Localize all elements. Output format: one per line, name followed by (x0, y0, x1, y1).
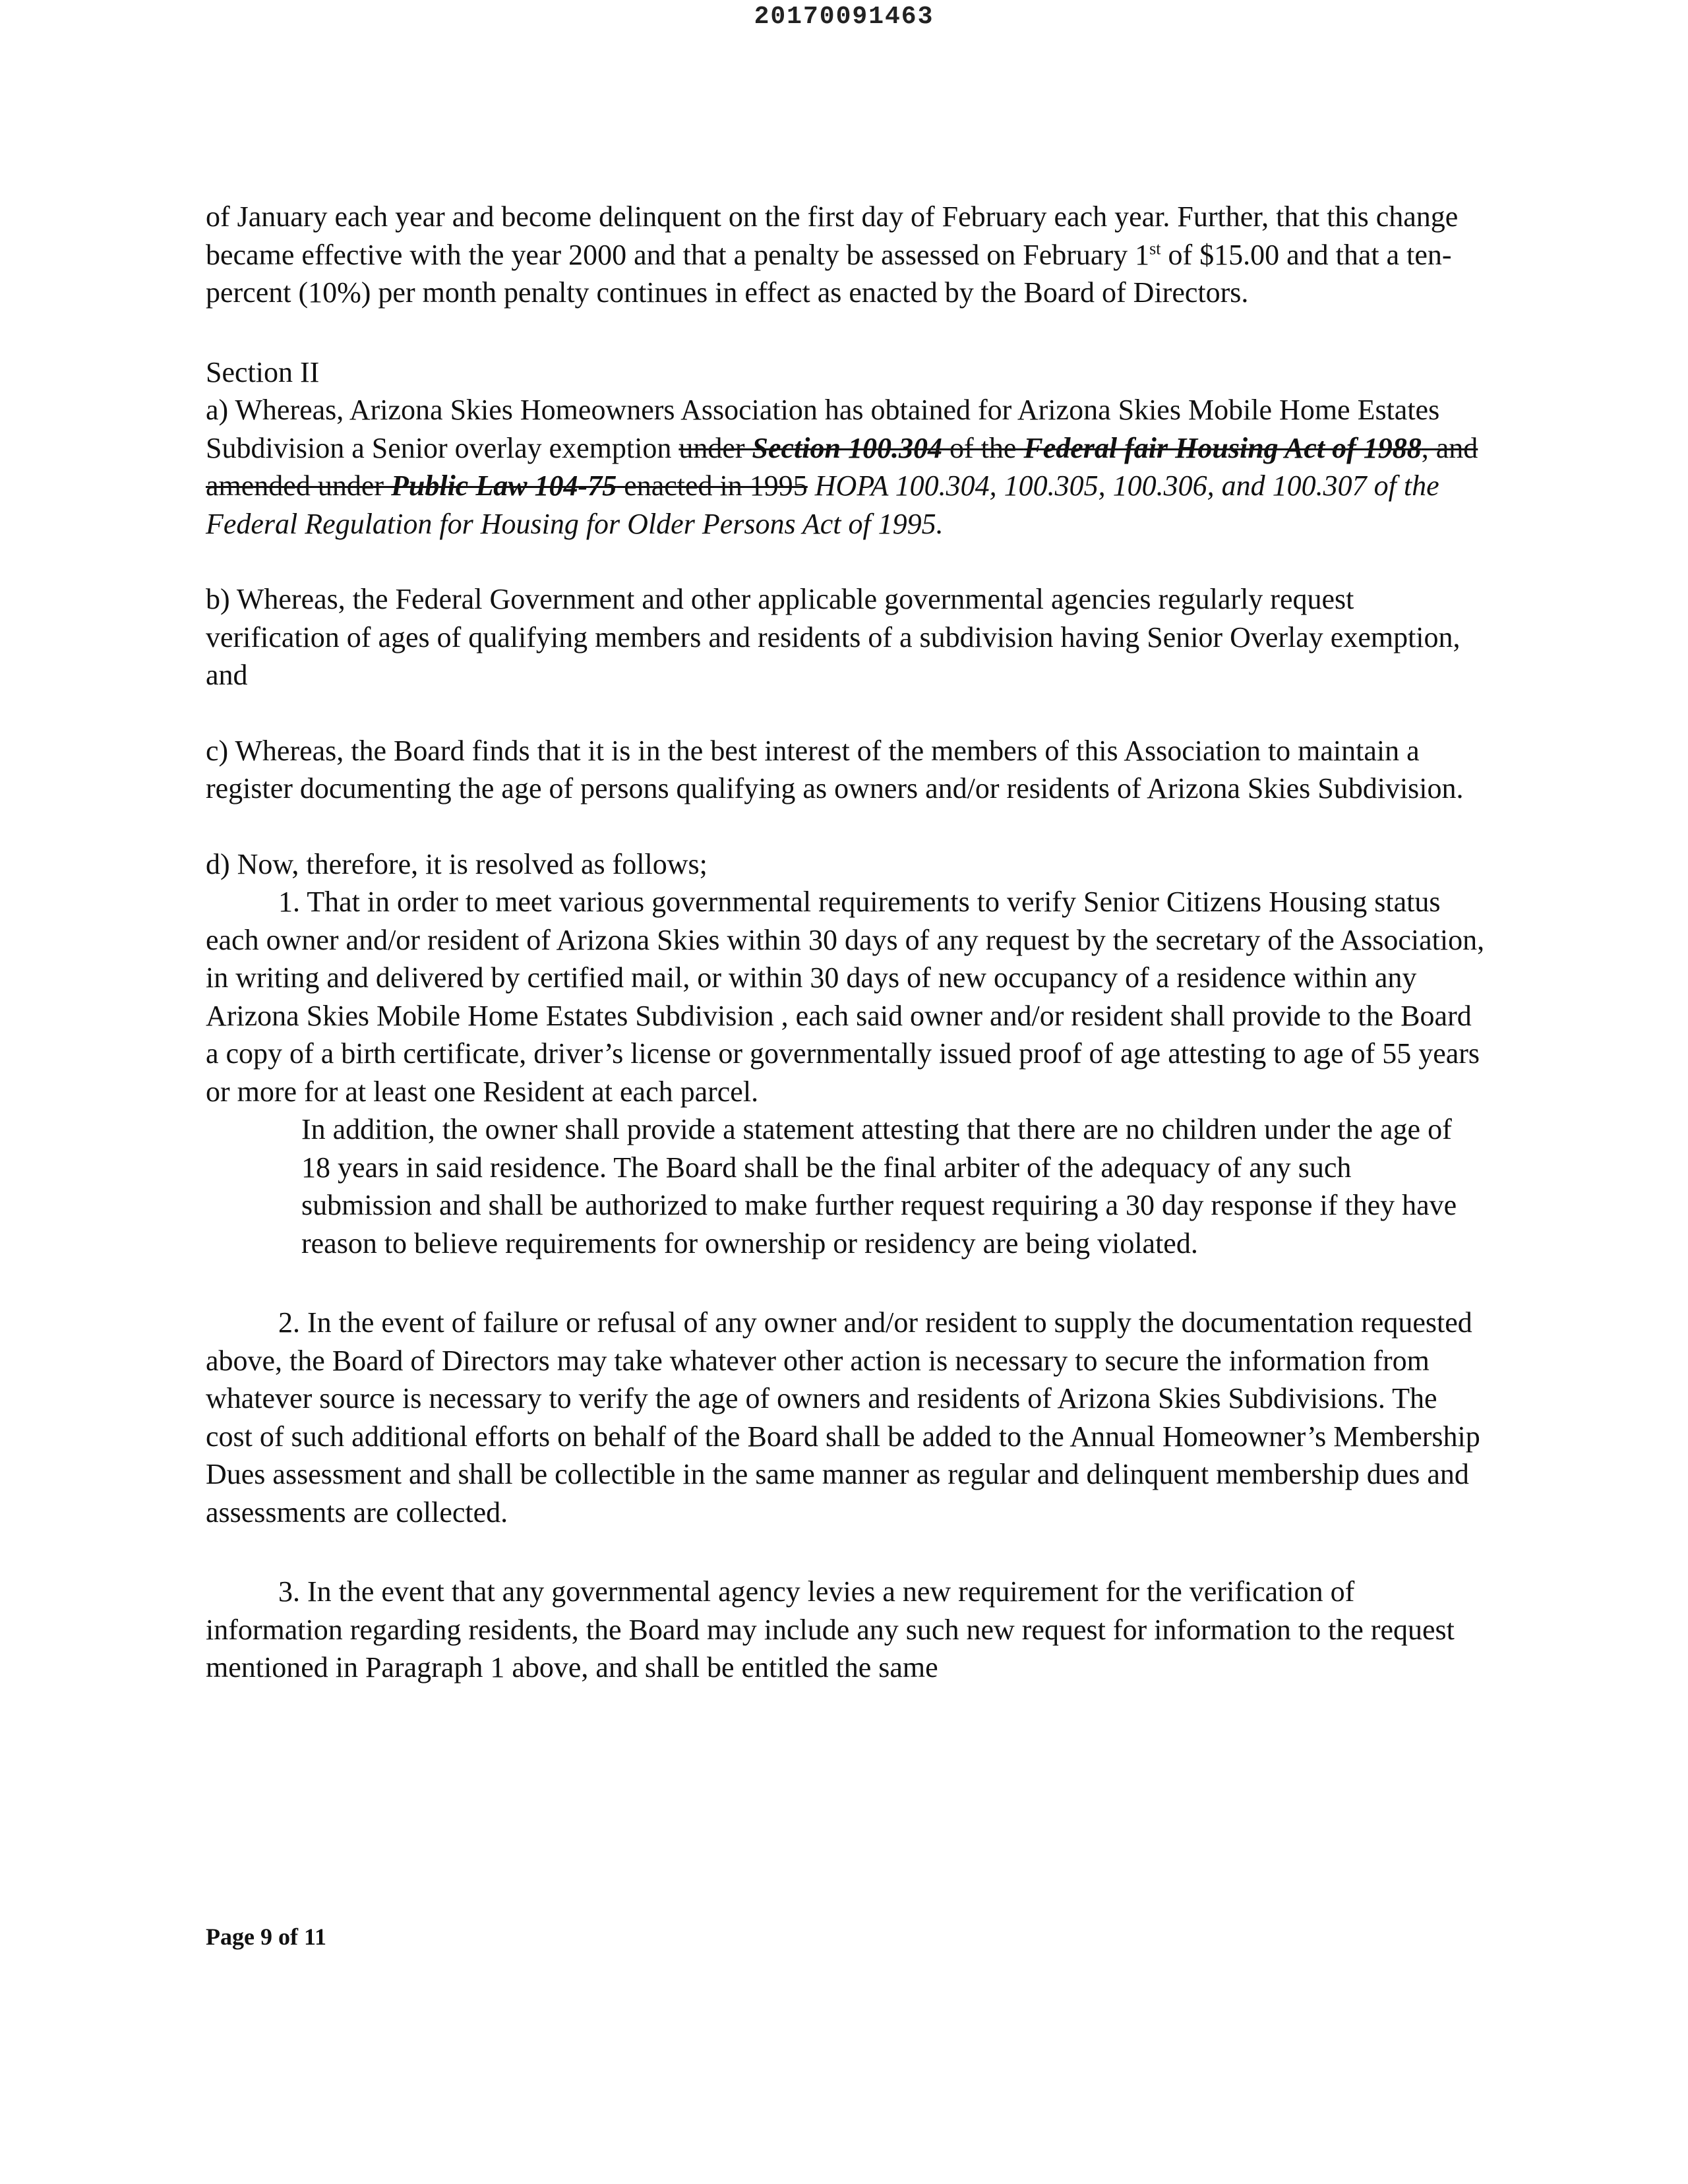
item-1: 1. That in order to meet various governmental requirements to verify Senior Citizens Housing status each owner and/or resident of Arizona Skies within 30 days of any request by the secretary of the Association, in writing and delivered by certified mail, or within 30 days of new occupancy of a residence within any Arizona Skies Mobile Home Estates Subdivision , each said owner and/or resident shall provide to the Board a copy of a birth certificate, driver’s license or governmentally issued proof of age attesting to age of 55 years or more for at least one Resident at each parcel. (206, 886, 1485, 1108)
item-1-addition: In addition, the owner shall provide a statement attesting that there are no children under the age of 18 years in said residence. The Board shall be the final arbiter of the adequacy of any such submission and shall be authorized to make further request requiring a 30 day response if they have reason to believe requirements for ownership or residency are being violated. (301, 1113, 1457, 1259)
clause-d: d) Now, therefore, it is resolved as follows; (206, 847, 708, 880)
clause-a-strikethrough-4: Federal fair Housing Act of 1988 (1023, 431, 1422, 464)
clause-a-strikethrough-5: , and amended under (206, 431, 1478, 502)
clause-a-text: a) Whereas, Arizona Skies Homeowners Association has obtained for Arizona Skies Mobile Home Estates Subdivision a Senior overlay exemption (206, 394, 1440, 464)
recording-number: 20170091463 (754, 3, 934, 31)
ordinal-suffix: st (1149, 238, 1161, 258)
clause-c: c) Whereas, the Board finds that it is in the best interest of the members of this Association to maintain a register documenting the age of persons qualifying as owners and/or residents of Arizona Skies Subdivision. (206, 734, 1464, 804)
paragraph-continuation (206, 198, 1485, 312)
clause-a (206, 391, 1485, 543)
item-2: 2. In the event of failure or refusal of any owner and/or resident to supply the documentation requested above, the Board of Directors may take whatever other action is necessary to secure the information from whatever source is necessary to verify the age of owners and residents of Arizona Skies Subdivisions. The cost of such additional efforts on behalf of the Board shall be added to the Annual Homeowner’s Membership Dues assessment and shall be collectible in the same manner as regular and delinquent membership dues and assessments are collected. (206, 1306, 1480, 1529)
clause-a-strikethrough-2: Section 100.304 (752, 431, 942, 464)
clause-a-strikethrough-3: of the (942, 431, 1024, 464)
document-body (206, 198, 1485, 1687)
section-heading: Section II (206, 355, 320, 388)
clause-a-strikethrough-1: under (678, 431, 752, 464)
item-3: 3. In the event that any governmental agency levies a new requirement for the verification of information regarding residents, the Board may include any such new request for information to the request mentioned in Paragraph 1 above, and shall be entitled the same (206, 1575, 1455, 1684)
clause-a-inserted-text: HOPA 100.304, 100.305, 100.306, and 100.307 of the Federal Regulation for Housing for Older Persons Act of 1995. (206, 470, 1439, 540)
clause-b: b) Whereas, the Federal Government and other applicable governmental agencies regularly request verification of ages of qualifying members and residents of a subdivision having Senior Overlay exemption, and (206, 583, 1461, 691)
clause-a-strikethrough-6: Public Law 104-75 (391, 470, 617, 502)
paragraph-continuation-text-b: of $15.00 and that a ten-percent (10%) per month penalty continues in effect as enacted by the Board of Directors. (206, 238, 1452, 309)
clause-a-strikethrough-7: enacted in 1995 (617, 470, 808, 502)
page-number: Page 9 of 11 (206, 1924, 326, 1950)
paragraph-continuation-text-a: of January each year and become delinquent on the first day of February each year. Further, that this change became effective with the year 2000 and that a penalty be assessed on February 1 (206, 200, 1459, 271)
